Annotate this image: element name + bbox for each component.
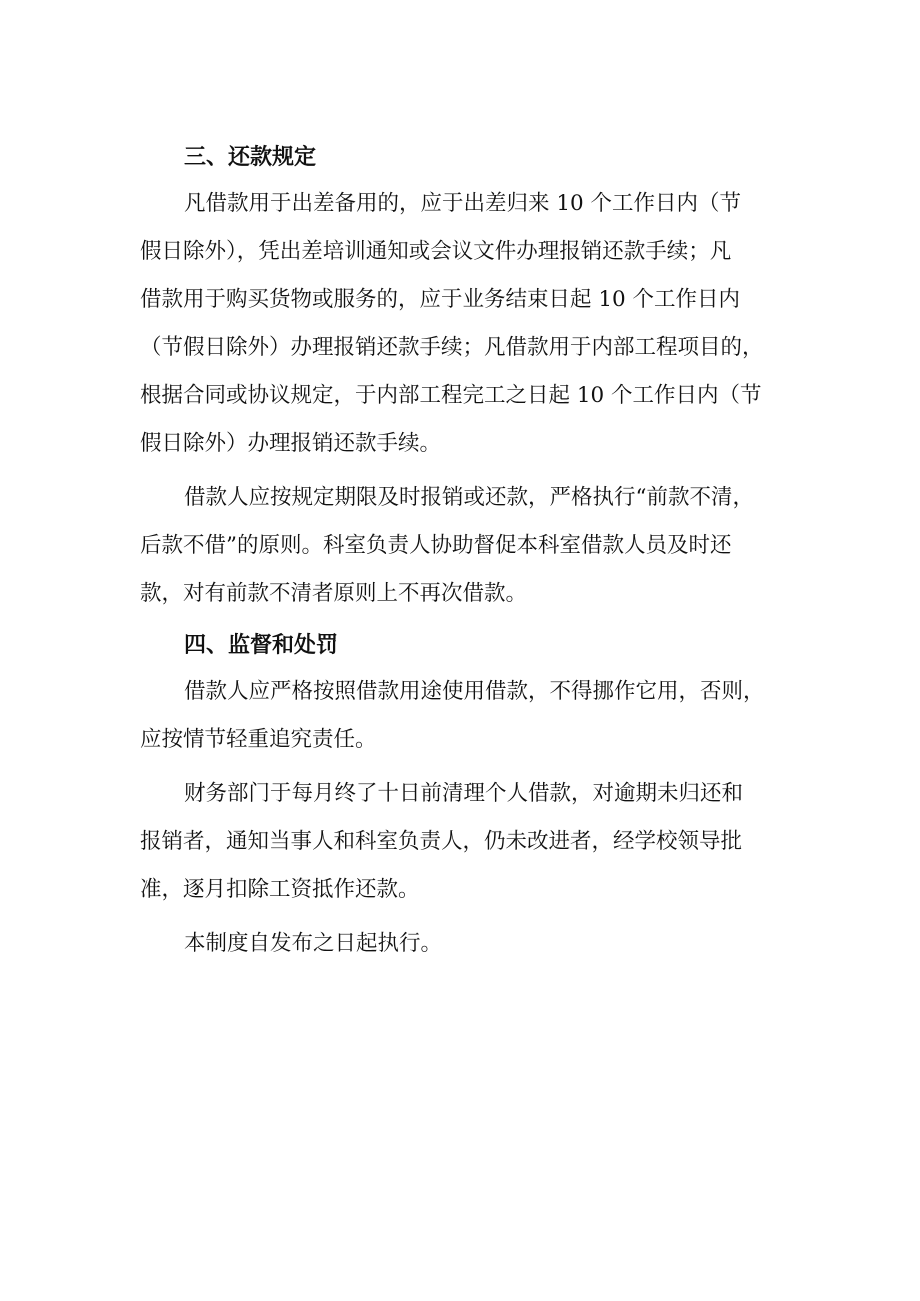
text-line: 借款人应严格按照借款用途使用借款，不得挪作它用，否则， <box>184 679 765 704</box>
text-line: 假日除外），凭出差培训通知或会议文件办理报销还款手续；凡 <box>140 239 732 264</box>
text-line: 根据合同或协议规定，于内部工程完工之日起 10 个工作日内（节 <box>140 383 762 408</box>
text-line: 借款人应按规定期限及时报销或还款，严格执行“前款不清， <box>184 485 754 510</box>
document-body <box>140 136 782 974</box>
text-line: 假日除外）办理报销还款手续。 <box>140 431 442 456</box>
text-line: 准，逐月扣除工资抵作还款。 <box>140 877 420 902</box>
paragraph-effective-date: 本制度自发布之日起执行。 <box>184 931 443 956</box>
text-line: 后款不借”的原则。科室负责人协助督促本科室借款人员及时还 <box>140 533 732 558</box>
paragraph-usage-restriction <box>140 668 782 764</box>
section-heading-repayment: 三、还款规定 <box>184 145 317 170</box>
text-line: （节假日除外）办理报销还款手续；凡借款用于内部工程项目的， <box>140 335 764 360</box>
paragraph-repayment-principle <box>140 474 782 618</box>
text-line: 财务部门于每月终了十日前清理个人借款，对逾期未归还和 <box>184 781 744 806</box>
text-line: 借款用于购买货物或服务的，应于业务结束日起 10 个工作日内 <box>140 287 741 312</box>
paragraph-repayment-deadlines <box>140 180 782 468</box>
text-line: 凡借款用于出差备用的，应于出差归来 10 个工作日内（节 <box>184 191 742 216</box>
text-line: 款，对有前款不清者原则上不再次借款。 <box>140 581 528 606</box>
section-heading-supervision: 四、监督和处罚 <box>184 633 339 658</box>
text-line: 应按情节轻重追究责任。 <box>140 727 377 752</box>
paragraph-finance-clearing <box>140 770 782 914</box>
text-line: 报销者，通知当事人和科室负责人，仍未改进者，经学校领导批 <box>140 829 743 854</box>
